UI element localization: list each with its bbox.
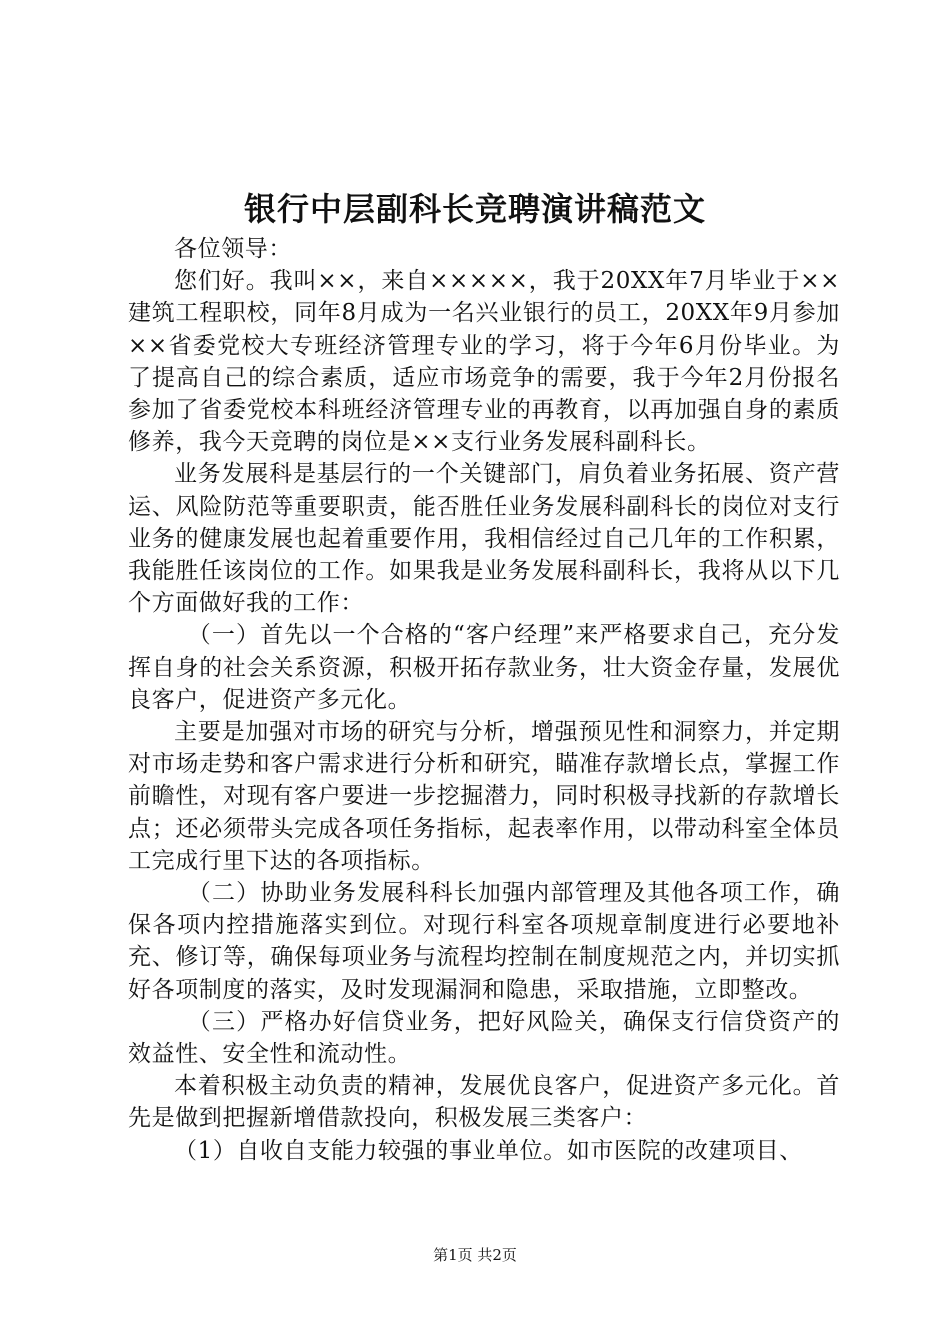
paragraph-point-three: （三）严格办好信贷业务，把好风险关，确保支行信贷资产的效益性、安全性和流动性。 <box>128 1008 840 1068</box>
document-body <box>128 233 840 1167</box>
paragraph-point-two: （二）协助业务发展科科长加强内部管理及其他各项工作，确保各项内控措施落实到位。对现行科室各项规章制度进行必要地补充、修订等，确保每项业务与流程均控制在制度规范之内，并切实抓好各项制度的落实，及时发现漏洞和隐患，采取措施，立即整改。 <box>128 880 840 1003</box>
paragraph-client-type-one: （1）自收自支能力较强的事业单位。如市医院的改建项目、 <box>174 1137 803 1164</box>
paragraph-department-role: 业务发展科是基层行的一个关键部门，肩负着业务拓展、资产营运、风险防范等重要职责，能否胜任业务发展科副科长的岗位对支行业务的健康发展也起着重要作用，我相信经过自己几年的工作积累，我能胜任该岗位的工作。如果我是业务发展科副科长，我将从以下几个方面做好我的工作： <box>128 461 840 617</box>
paragraph-introduction: 您们好。我叫××，来自×××××，我于20XX年7月毕业于××建筑工程职校，同年8月成为一名兴业银行的员工，20XX年9月参加××省委党校大专班经济管理专业的学习，将于今年6月份毕业。为了提高自己的综合素质，适应市场竞争的需要，我于今年2月份报名参加了省委党校本科班经济管理专业的再教育，以再加强自身的素质修养，我今天竞聘的岗位是××支行业务发展科副科长。 <box>128 268 840 456</box>
document-title: 银行中层副科长竞聘演讲稿范文 <box>243 190 706 228</box>
paragraph-salutation: 各位领导： <box>174 236 292 262</box>
paragraph-market-analysis: 主要是加强对市场的研究与分析，增强预见性和洞察力，并定期对市场走势和客户需求进行分析和研究，瞄准存款增长点，掌握工作前瞻性，对现有客户要进一步挖掘潜力，同时积极寻找新的存款增长点；还必须带头完成各项任务指标，起表率作用，以带动科室全体员工完成行里下达的各项指标。 <box>128 719 840 874</box>
paragraph-responsibility: 本着积极主动负责的精神，发展优良客户，促进资产多元化。首先是做到把握新增借款投向，积极发展三类客户： <box>128 1073 840 1132</box>
page-number-footer: 第1页 共2页 <box>433 1246 517 1264</box>
paragraph-point-one: （一）首先以一个合格的“客户经理”来严格要求自己，充分发挥自身的社会关系资源，积极开拓存款业务，壮大资金存量，发展优良客户，促进资产多元化。 <box>128 622 840 713</box>
